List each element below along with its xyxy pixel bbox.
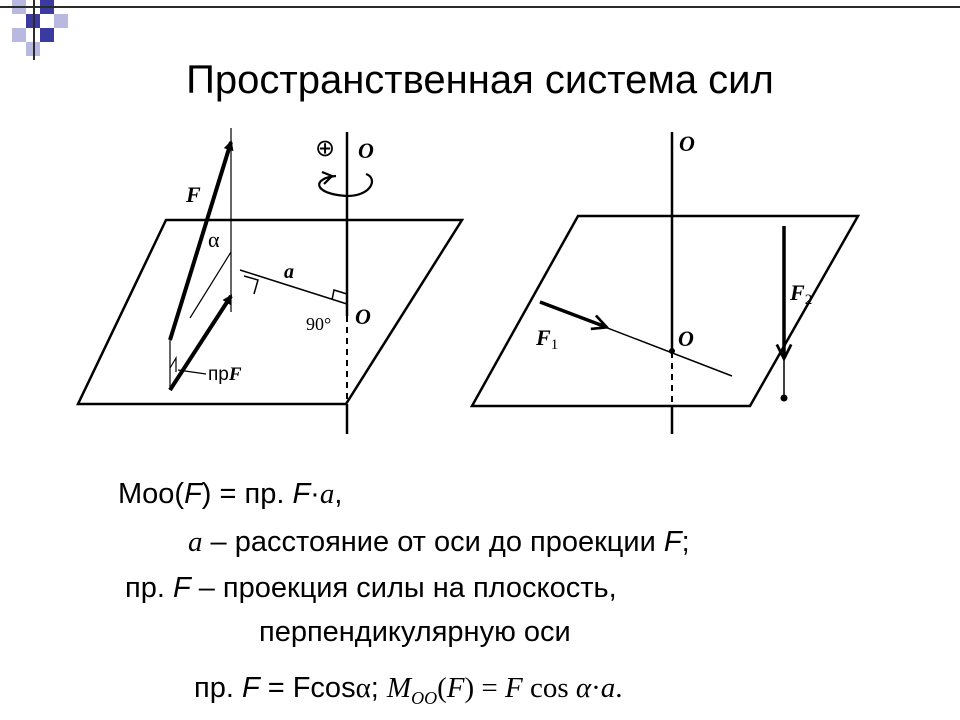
plane-left: [78, 220, 462, 404]
label-O-plane-left: O: [355, 304, 371, 329]
right-angle-mark: [170, 358, 176, 372]
plus-icon: ⊕: [315, 136, 336, 162]
label-90: 90°: [306, 314, 332, 334]
label-O-top-left: O: [358, 138, 374, 163]
label-O-top-right: O: [679, 131, 695, 156]
formula-perpendicular: перпендикулярную оси: [259, 616, 571, 648]
label-F2: F2: [790, 280, 813, 308]
right-angle-mark: [244, 276, 258, 294]
plane-right: [472, 216, 858, 406]
point-O-right: [669, 348, 675, 354]
right-angle-mark: [332, 290, 347, 300]
rotation-arrow: [319, 174, 372, 196]
label-alpha: α: [208, 227, 220, 252]
force-F1-arrow: [540, 302, 606, 327]
label-prF: прF: [208, 364, 242, 385]
label-F: F: [186, 182, 201, 207]
right-diagram: [472, 131, 858, 434]
slide-title: Пространственная система сил: [186, 58, 774, 102]
formula-projection: пр. F – проекция силы на плоскость,: [125, 572, 617, 604]
formula-moment: Mоо(F) = пр. F·a,: [118, 478, 343, 510]
formula-distance: a – расстояние от оси до проекции F;: [188, 526, 690, 558]
label-O-plane-right: O: [678, 326, 694, 351]
label-a: a: [284, 261, 294, 283]
left-diagram: [78, 128, 462, 434]
label-F1: F1: [536, 325, 559, 353]
point-F2-base: [781, 395, 788, 402]
formula-final: пр. F = Fcosα; $M_{OO}(F) = F$ cos α·a.: [194, 672, 623, 708]
